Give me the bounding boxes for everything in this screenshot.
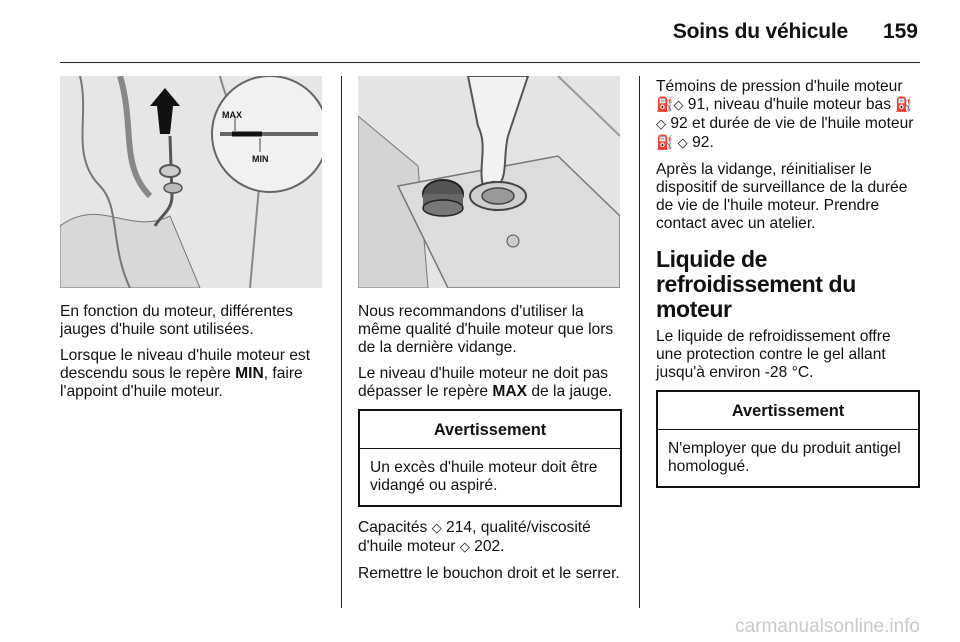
warning-title: Avertissement: [658, 392, 918, 430]
max-mark-label: MAX: [222, 110, 242, 120]
oil-level-warning-icon: ⛽: [895, 97, 913, 113]
oil-life-icon: ⛽: [656, 135, 674, 151]
warning-body: Un excès d'huile moteur doit être vidangé ou aspiré.: [370, 459, 598, 494]
oil-pressure-warning-icon: ⛽: [656, 97, 674, 113]
column-2: [358, 303, 622, 591]
section-title: Soins du véhicule: [672, 20, 848, 43]
page-reference-arrow-icon: ◇: [673, 98, 684, 113]
column-1: [60, 303, 328, 409]
header-divider: [60, 62, 920, 63]
page-reference-arrow-icon: ◇: [677, 136, 688, 151]
warning-box-excess-oil: [358, 409, 622, 507]
page-number: 159: [882, 20, 918, 43]
dipstick-illustration: [60, 76, 322, 288]
paragraph-reset-monitor: Après la vidange, réinitialiser le dispositif de surveillance de la durée de vie de l'huile moteur. Prendre contact avec un atelier.: [656, 161, 908, 232]
dipstick-illustration-svg: [60, 76, 322, 288]
warning-box-antifreeze: [656, 390, 920, 488]
page-ref-oil-pressure[interactable]: 91: [687, 96, 706, 113]
paragraph-oil-warnings: Témoins de pression d'huile moteur ⛽◇ 91, niveau d'huile moteur bas ⛽ ◇ 92 et durée de vie de l'huile moteur ⛽ ◇ 92.: [656, 78, 914, 151]
paragraph-same-oil: Nous recommandons d'utiliser la même qualité d'huile moteur que lors de la dernière vidange.: [358, 303, 614, 356]
paragraph-coolant-protection: Le liquide de refroidissement offre une protection contre le gel allant jusqu'à environ -28 °C.: [656, 328, 891, 381]
column-divider-2: [639, 76, 640, 608]
warning-body: N'employer que du produit antigel homologué.: [668, 440, 901, 475]
page-reference-arrow-icon: ◇: [656, 117, 666, 132]
paragraph-dipstick-variants: En fonction du moteur, différentes jauges d'huile sont utilisées.: [60, 303, 293, 338]
max-keyword: MAX: [492, 383, 528, 400]
paragraph-min-level: Lorsque le niveau d'huile moteur est descendu sous le repère MIN, faire l'appoint d'huile moteur.: [60, 347, 311, 400]
section-heading-coolant: Liquide de refroidissement du moteur: [656, 246, 856, 322]
column-3: [656, 78, 920, 500]
paragraph-cap-back: Remettre le bouchon droit et le serrer.: [358, 565, 620, 582]
paragraph-capacities: Capacités ◇ 214, qualité/viscosité d'huile moteur ◇ 202.: [358, 519, 591, 555]
page-ref-oil-level[interactable]: 92: [670, 115, 688, 132]
min-mark-label: MIN: [252, 154, 269, 164]
column-divider-1: [341, 76, 342, 608]
oil-filling-illustration-svg: [358, 76, 620, 288]
warning-title: Avertissement: [360, 411, 620, 449]
page-reference-arrow-icon: ◇: [459, 540, 470, 555]
page-reference-arrow-icon: ◇: [431, 521, 442, 536]
paragraph-max-level: Le niveau d'huile moteur ne doit pas dépasser le repère MAX de la jauge.: [358, 365, 612, 400]
oil-filling-illustration: [358, 76, 620, 288]
page-ref-oil-life[interactable]: 92: [692, 134, 710, 151]
page-ref-capacities[interactable]: 214: [446, 519, 473, 536]
min-keyword: MIN: [235, 365, 264, 382]
page-ref-viscosity[interactable]: 202: [474, 538, 501, 555]
watermark: carmanualsonline.info: [735, 616, 920, 637]
